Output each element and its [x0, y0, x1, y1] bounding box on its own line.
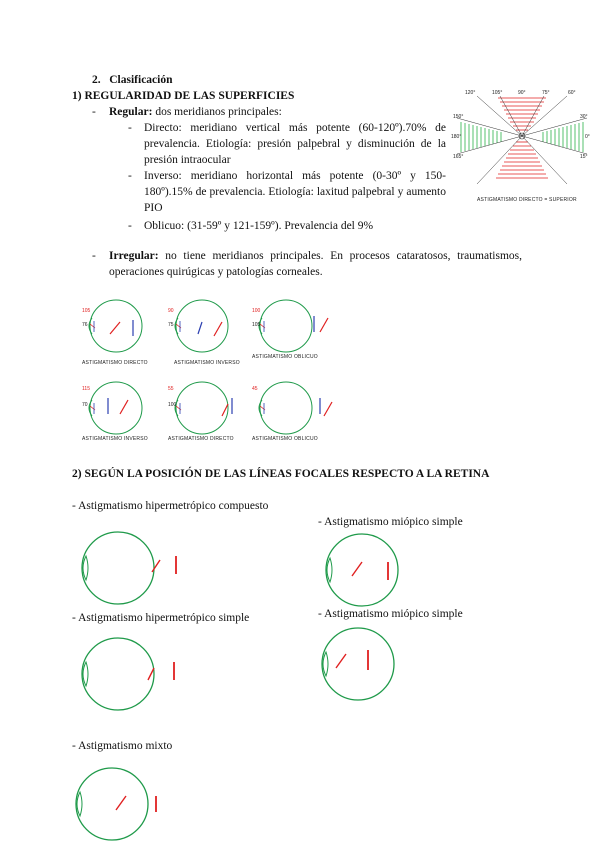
irregular-label: Irregular: [109, 250, 159, 262]
meridian-figure [451, 88, 590, 208]
focal-label-hiper-compuesto: - Astigmatismo hipermetrópico compuesto [72, 500, 269, 512]
sub-item-inverso: - Inverso: meridiano horizontal más potente (0-30º y 150-180º).15% de prevalencia. Etiología: laxitud palpebral y aumento PIO [128, 170, 446, 214]
small-eye: 105 76 ASTIGMATISMO DIRECTO [80, 294, 160, 364]
eye-diagram-hiper-simple [76, 636, 196, 716]
deg-label: 0° [585, 134, 590, 140]
meridian-caption: ASTIGMATISMO DIRECTO = SUPERIOR [477, 197, 577, 203]
focal-label-mixto: - Astigmatismo mixto [72, 740, 173, 752]
small-eye: 45 ASTIGMATISMO OBLICUO [250, 376, 340, 446]
deg-label: 60° [568, 90, 576, 96]
irregular-paragraph: - Irregular: no tiene meridianos principales. En procesos cataratosos, traumatismos, operaciones quirúgicas y patologías corneales. [92, 250, 522, 278]
eye-diagram-mixto [72, 766, 172, 846]
deg-label: 90° [518, 90, 526, 96]
small-eye-caption: ASTIGMATISMO OBLICUO [252, 436, 318, 442]
bullet-dash: - [92, 106, 96, 118]
small-eye: 55 100 ASTIGMATISMO DIRECTO [166, 376, 246, 446]
deg-label: 180° [451, 134, 462, 140]
eye-diagram-miopico-simple-1 [322, 530, 402, 610]
section-number: 2. [92, 74, 101, 86]
heading-focal: 2) SEGÚN LA POSICIÓN DE LAS LÍNEAS FOCALES RESPECTO A LA RETINA [72, 468, 490, 480]
regular-subitems [128, 120, 446, 234]
small-eye-caption: ASTIGMATISMO DIRECTO [168, 436, 234, 442]
focal-label-hiper-simple: - Astigmatismo hipermetrópico simple [72, 612, 250, 624]
sub-item-directo: - Directo: meridiano vertical más potente (60-120º).70% de prevalencia. Etiología: presión palpebral y disminución de la presión intraocular [128, 122, 446, 166]
meridian-diagram [455, 88, 590, 208]
small-eye: 90 75 ASTIGMATISMO INVERSO [166, 294, 246, 364]
heading-regularidad: 1) REGULARIDAD DE LAS SUPERFICIES [72, 90, 295, 102]
small-eye-caption: ASTIGMATISMO DIRECTO [82, 360, 148, 366]
section-title-text: Clasificación [109, 74, 173, 86]
deg-label: 120° [465, 90, 476, 96]
deg-label: 165° [453, 154, 464, 160]
deg-label: 15° [580, 154, 588, 160]
section-title [92, 72, 173, 88]
deg-label: 75° [542, 90, 550, 96]
focal-label-miopico-simple-2: - Astigmatismo miópico simple [318, 608, 463, 620]
small-eye-caption: ASTIGMATISMO INVERSO [82, 436, 148, 442]
deg-label: 30° [580, 114, 588, 120]
small-eye: 100 105 ASTIGMATISMO OBLICUO [250, 294, 340, 364]
regular-label: Regular: [109, 106, 153, 118]
deg-label: 150° [453, 114, 464, 120]
sub-item-oblicuo: - Oblicuo: (31-59º y 121-159º). Prevalencia del 9% [128, 220, 374, 232]
eye-diagram-miopico-simple-2 [318, 624, 398, 704]
small-eye-caption: ASTIGMATISMO OBLICUO [252, 354, 318, 360]
focal-label-miopico-simple-1: - Astigmatismo miópico simple [318, 516, 463, 528]
irregular-text: no tiene meridianos principales. En procesos cataratosos, traumatismos, operaciones quirúgicas y patologías corneales. [109, 250, 522, 278]
eye-diagram-hiper-compuesto [76, 530, 196, 610]
small-eye: 115 70 ASTIGMATISMO INVERSO [80, 376, 160, 446]
small-eye-caption: ASTIGMATISMO INVERSO [174, 360, 240, 366]
small-eyes-grid [80, 294, 340, 444]
deg-label: 105° [492, 90, 503, 96]
regular-text: dos meridianos principales: [152, 106, 282, 118]
